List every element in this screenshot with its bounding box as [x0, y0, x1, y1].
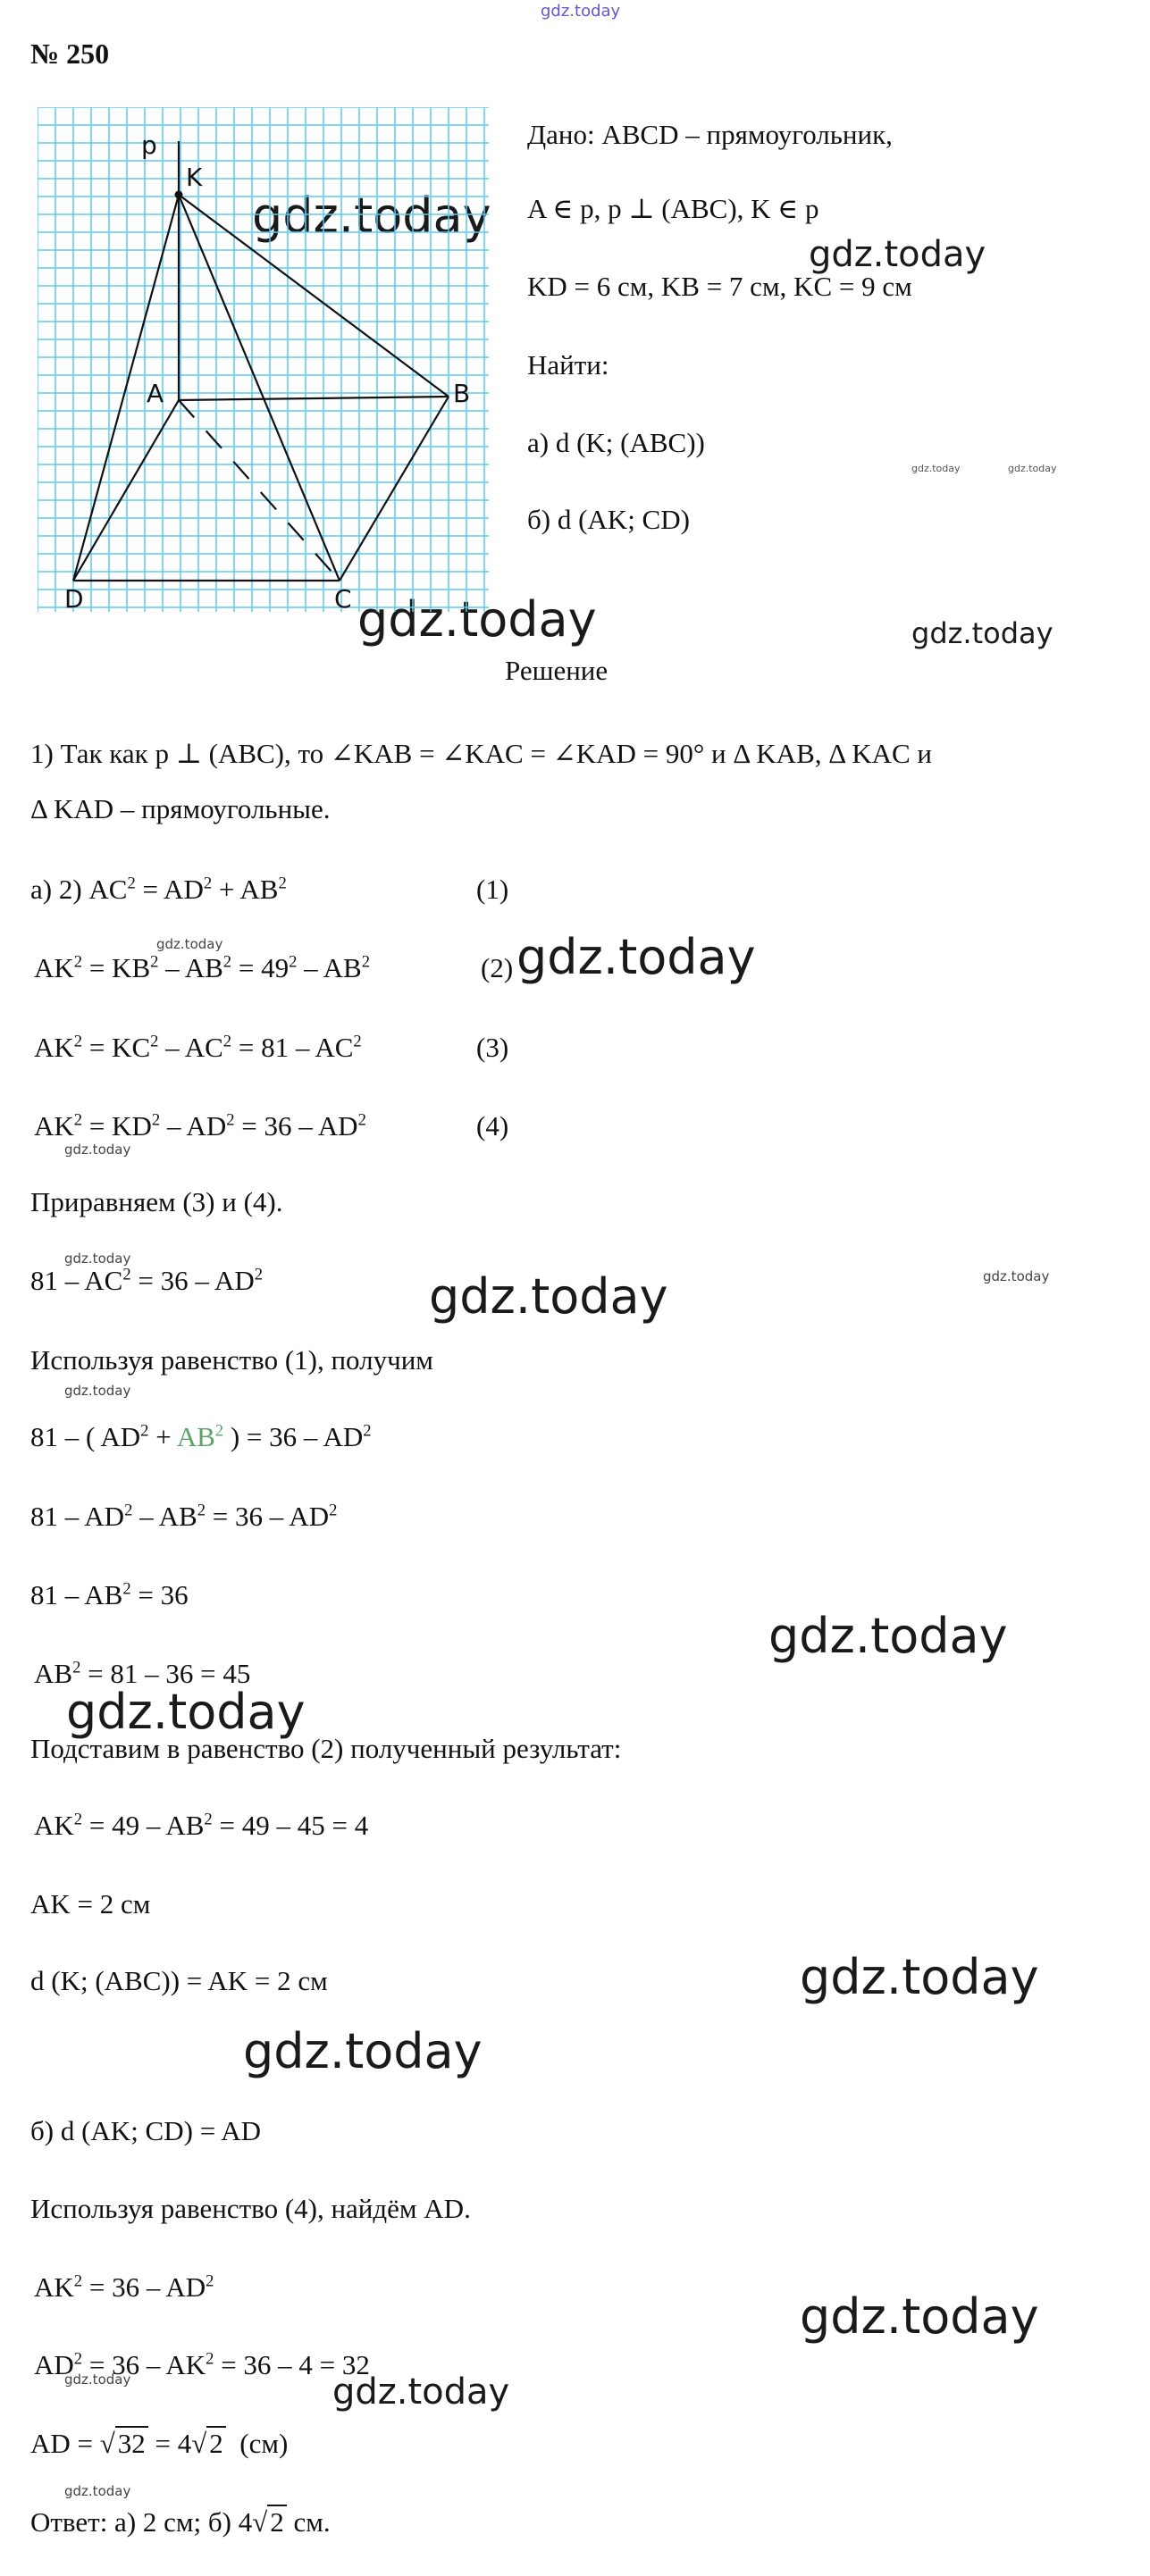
equation-tag-1: (1)	[476, 874, 509, 905]
watermark-top: gdz.today	[541, 2, 621, 21]
solution-step1-line2: Δ KAD – прямоугольные.	[30, 793, 331, 824]
equation-8: $81 - AB^2 = 36$	[30, 1579, 189, 1610]
equation-5: $81 - AC^2 = 36 - AD^2$	[30, 1265, 264, 1296]
answer: Ответ: а) 2 см; б) 4√2 см.	[30, 2506, 331, 2538]
use-eq1-text: Используя равенство (1), получим	[30, 1344, 433, 1376]
equation-7: $81 - AD^2 - AB^2 = 36 - AD^2$	[30, 1501, 338, 1532]
watermark: gdz.today	[64, 1250, 131, 1267]
label-k: K	[186, 163, 203, 192]
equation-9: $AB^2 = 81 - 36 = 45$	[34, 1658, 251, 1689]
equation-2: $AK^2 = KB^2 - AB^2 = 49^2 - AB^2$	[34, 952, 371, 983]
watermark: gdz.today	[911, 616, 1053, 650]
equation-3: $AK^2 = KC^2 - AC^2 = 81 - AC^2$	[34, 1032, 362, 1063]
watermark: gdz.today	[1008, 463, 1057, 474]
problem-number: № 250	[30, 38, 110, 70]
solution-step1-line1: 1) Так как p ⊥ (ABC), то ∠KAB = ∠KAC = ∠KAD = 90° и Δ KAB, Δ KAC и	[30, 738, 933, 769]
equation-13: AD = √32 = 4√2 (см)	[30, 2428, 289, 2459]
equation-4: $AK^2 = KD^2 - AD^2 = 36 - AD^2$	[34, 1110, 366, 1142]
watermark: gdz.today	[64, 2483, 131, 2499]
result-distance-a: d (K; (ABC)) = AK = 2 см	[30, 1965, 328, 1996]
find-b: б) d (AK; CD)	[527, 504, 690, 535]
equation-tag-2: (2)	[481, 952, 514, 983]
watermark: gdz.today	[64, 1142, 131, 1158]
watermark: gdz.today	[243, 2023, 483, 2079]
watermark: gdz.today	[332, 2371, 510, 2413]
label-c: C	[334, 584, 352, 612]
edge-ab	[179, 397, 449, 400]
watermark: gdz.today	[156, 936, 223, 952]
substitute-text: Подставим в равенство (2) полученный результат:	[30, 1733, 622, 1764]
given-line1: Дано: ABCD – прямоугольник,	[527, 119, 893, 150]
watermark: gdz.today	[64, 1383, 131, 1399]
compare-text: Приравняем (3) и (4).	[30, 1186, 283, 1217]
equation-11: $AK^2 = 36 - AD^2$	[34, 2271, 214, 2303]
equation-6: 81 – ( $AD^2 + AB^2$ ) = $36 - AD^2$	[30, 1421, 372, 1452]
equation-1: а) 2) $AC^2 = AD^2 + AB^2$	[30, 874, 287, 905]
edge-bc	[340, 397, 449, 581]
grid	[38, 107, 489, 612]
given-line2: A ∈ p, p ⊥ (ABC), K ∈ p	[527, 193, 819, 224]
watermark: gdz.today	[983, 1268, 1050, 1284]
result-ak: AK = 2 см	[30, 1888, 151, 1919]
watermark: gdz.today	[429, 1268, 668, 1325]
given-line3: KD = 6 см, KB = 7 см, KC = 9 см	[527, 271, 912, 302]
watermark: gdz.today	[800, 2288, 1039, 2345]
find-label: Найти:	[527, 349, 609, 381]
watermark: gdz.today	[809, 234, 986, 275]
equation-10: $AK^2 = 49 - AB^2 = 49 - 45 = 4$	[34, 1810, 369, 1841]
watermark: gdz.today	[516, 929, 756, 985]
geometry-figure	[38, 107, 489, 612]
label-b: B	[453, 379, 471, 408]
watermark: gdz.today	[64, 2371, 131, 2388]
watermark: gdz.today	[357, 591, 597, 648]
find-a: а) d (K; (ABC))	[527, 427, 705, 458]
equation-12: $AD^2 = 36 - AK^2 = 36 - 4 = 32$	[34, 2349, 370, 2380]
edge-kc	[179, 195, 340, 581]
equation-tag-3: (3)	[476, 1032, 509, 1063]
part-b-distance: б) d (AK; CD) = AD	[30, 2115, 261, 2146]
use-eq4-text: Используя равенство (4), найдём AD.	[30, 2193, 471, 2224]
watermark: gdz.today	[911, 463, 961, 474]
watermark: gdz.today	[252, 188, 491, 244]
label-a: A	[147, 379, 164, 408]
watermark: gdz.today	[768, 1608, 1008, 1664]
solution-title: Решение	[505, 655, 609, 686]
label-d: D	[64, 584, 84, 612]
watermark: gdz.today	[800, 1949, 1039, 2005]
point-k	[175, 191, 183, 199]
edge-kb	[179, 195, 449, 397]
equation-tag-4: (4)	[476, 1110, 509, 1142]
watermark: gdz.today	[66, 1684, 306, 1740]
label-p: p	[141, 130, 157, 160]
